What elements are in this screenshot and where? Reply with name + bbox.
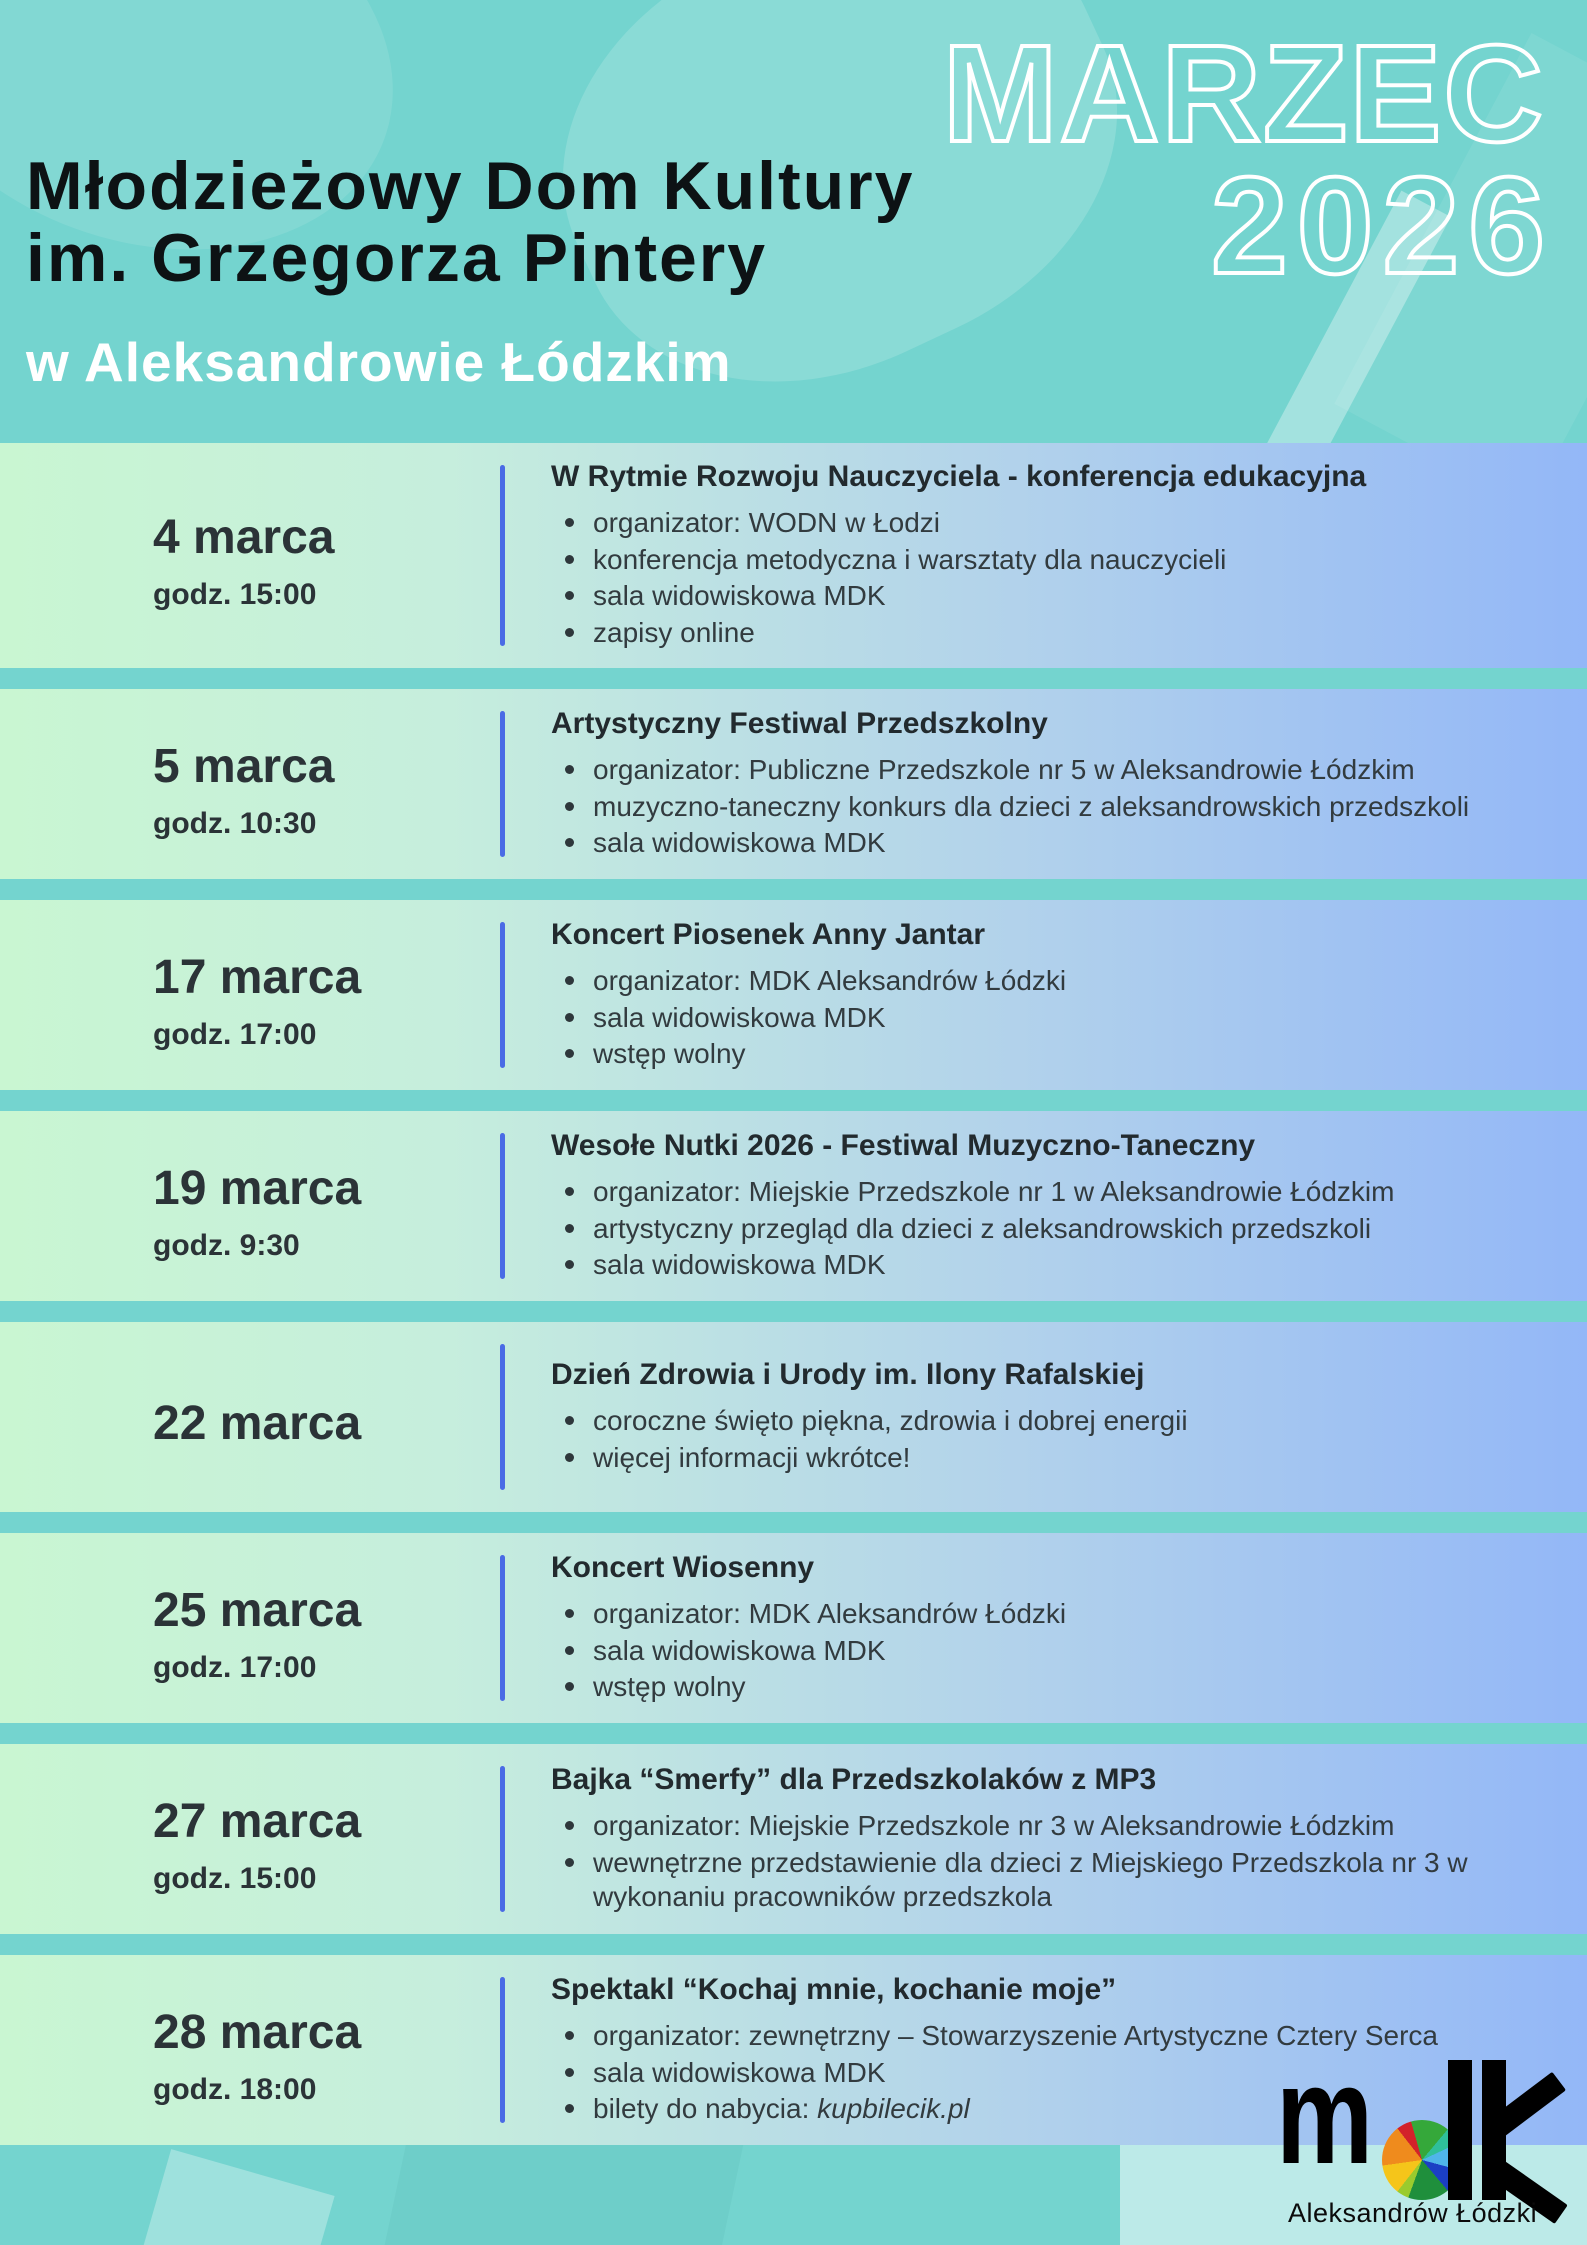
event-date-column <box>0 1533 500 1723</box>
logo-letter-d-stem <box>1448 2060 1472 2200</box>
event-details <box>551 750 1537 863</box>
event-date: 5 marca <box>153 739 335 793</box>
event-row <box>0 1322 1587 1512</box>
event-bullet: organizator: MDK Aleksandrów Łódzki <box>551 964 1537 998</box>
event-details <box>551 1401 1537 1477</box>
event-date-column <box>0 1744 500 1934</box>
month-label: MARZEC <box>942 17 1545 171</box>
event-title: Artystyczny Festiwal Przedszkolny <box>551 706 1048 740</box>
mdk-logo <box>1276 2036 1570 2234</box>
event-title: Koncert Piosenek Anny Jantar <box>551 917 986 951</box>
event-title: W Rytmie Rozwoju Nauczyciela - konferencja edukacyjna <box>551 460 1367 493</box>
event-content <box>500 689 1587 879</box>
event-row <box>0 1111 1587 1301</box>
event-title: Wesołe Nutki 2026 - Festiwal Muzyczno-Taneczny <box>551 1128 1256 1162</box>
event-bullet: konferencja metodyczna i warsztaty dla nauczycieli <box>551 543 1537 577</box>
event-bullet-italic: kupbilecik.pl <box>817 2093 970 2125</box>
month-year-label <box>942 17 1554 304</box>
event-content <box>500 1111 1587 1301</box>
event-bullet: muzyczno-taneczny konkurs dla dzieci z aleksandrowskich przedszkoli <box>551 790 1537 824</box>
event-time: godz. 18:00 <box>153 2073 317 2107</box>
event-date-column <box>0 443 500 668</box>
event-row <box>0 1744 1587 1934</box>
event-row <box>0 1533 1587 1723</box>
logo-letter-m: m <box>1276 2036 1374 2193</box>
event-row <box>0 900 1587 1090</box>
event-bullet: wstęp wolny <box>551 1037 1537 1071</box>
page-subtitle: w Aleksandrowie Łódzkim <box>26 331 732 393</box>
event-date: 27 marca <box>153 1794 362 1848</box>
event-date-column <box>0 1322 500 1512</box>
event-time: godz. 9:30 <box>153 1229 300 1263</box>
event-bullet: organizator: WODN w Łodzi <box>551 506 1537 540</box>
year-label: 2026 <box>1211 149 1554 304</box>
event-content <box>500 900 1587 1090</box>
event-bullet: organizator: zewnętrzny – Stowarzyszenie Artystyczne Cztery Serca <box>551 2019 1537 2053</box>
events-list <box>0 443 1587 2166</box>
event-content <box>500 1322 1587 1512</box>
poster-header <box>0 0 1587 443</box>
event-time: godz. 15:00 <box>153 1862 317 1896</box>
event-time: godz. 15:00 <box>153 578 317 612</box>
event-bullet: organizator: Miejskie Przedszkole nr 3 w Aleksandrowie Łódzkim <box>551 1809 1537 1843</box>
event-date: 17 marca <box>153 950 362 1004</box>
logo-subtext: Aleksandrów Łódzki <box>1288 2198 1538 2228</box>
event-details <box>551 961 1537 1074</box>
event-title: Bajka “Smerfy” dla Przedszkolaków z MP3 <box>551 1763 1157 1797</box>
title-line2: im. Grzegorza Pintery <box>26 220 768 297</box>
event-date-column <box>0 1111 500 1301</box>
event-bullet: artystyczny przegląd dla dzieci z aleksandrowskich przedszkoli <box>551 1212 1537 1246</box>
event-content <box>500 443 1587 668</box>
event-bullet: więcej informacji wkrótce! <box>551 1441 1537 1475</box>
event-row <box>0 443 1587 668</box>
event-date: 22 marca <box>153 1397 362 1451</box>
event-bullet: sala widowiskowa MDK <box>551 1248 1537 1282</box>
event-bullet: wstęp wolny <box>551 1670 1537 1704</box>
event-content <box>500 1744 1587 1934</box>
event-bullet: wewnętrzne przedstawienie dla dzieci z Miejskiego Przedszkola nr 3 w wykonaniu pracowników przedszkola <box>551 1846 1537 1913</box>
event-bullet: sala widowiskowa MDK <box>551 2056 1537 2090</box>
event-time: godz. 17:00 <box>153 1018 317 1052</box>
event-bullet: sala widowiskowa MDK <box>551 1634 1537 1668</box>
event-date: 4 marca <box>153 510 335 564</box>
event-time: godz. 10:30 <box>153 807 317 841</box>
event-date-column <box>0 689 500 879</box>
page-title <box>26 148 915 297</box>
event-date-column <box>0 1955 500 2145</box>
event-title: Koncert Wiosenny <box>551 1550 815 1584</box>
event-content <box>500 1533 1587 1723</box>
event-title: Dzień Zdrowia i Urody im. Ilony Rafalskiej <box>551 1358 1145 1392</box>
event-bullet: bilety do nabycia: kupbilecik.pl <box>551 2092 1537 2126</box>
event-bullet: sala widowiskowa MDK <box>551 1001 1537 1035</box>
event-row <box>0 689 1587 879</box>
event-title: Spektakl “Kochaj mnie, kochanie moje” <box>551 1972 1117 2006</box>
event-bullet: sala widowiskowa MDK <box>551 826 1537 860</box>
event-bullet: zapisy online <box>551 616 1537 650</box>
event-date-column <box>0 900 500 1090</box>
event-bullet: sala widowiskowa MDK <box>551 579 1537 613</box>
event-bullet: coroczne święto piękna, zdrowia i dobrej energii <box>551 1404 1537 1438</box>
event-details <box>551 1594 1537 1707</box>
event-details <box>551 1172 1537 1285</box>
title-line1: Młodzieżowy Dom Kultury <box>26 148 915 224</box>
event-date: 19 marca <box>153 1161 362 1215</box>
event-date: 25 marca <box>153 1583 362 1637</box>
event-bullet: organizator: Miejskie Przedszkole nr 1 w Aleksandrowie Łódzkim <box>551 1175 1537 1209</box>
event-details <box>551 1806 1537 1916</box>
event-bullet: organizator: MDK Aleksandrów Łódzki <box>551 1597 1537 1631</box>
event-date: 28 marca <box>153 2005 362 2059</box>
event-details <box>551 503 1537 652</box>
event-time: godz. 17:00 <box>153 1651 317 1685</box>
event-bullet: organizator: Publiczne Przedszkole nr 5 w Aleksandrowie Łódzkim <box>551 753 1537 787</box>
